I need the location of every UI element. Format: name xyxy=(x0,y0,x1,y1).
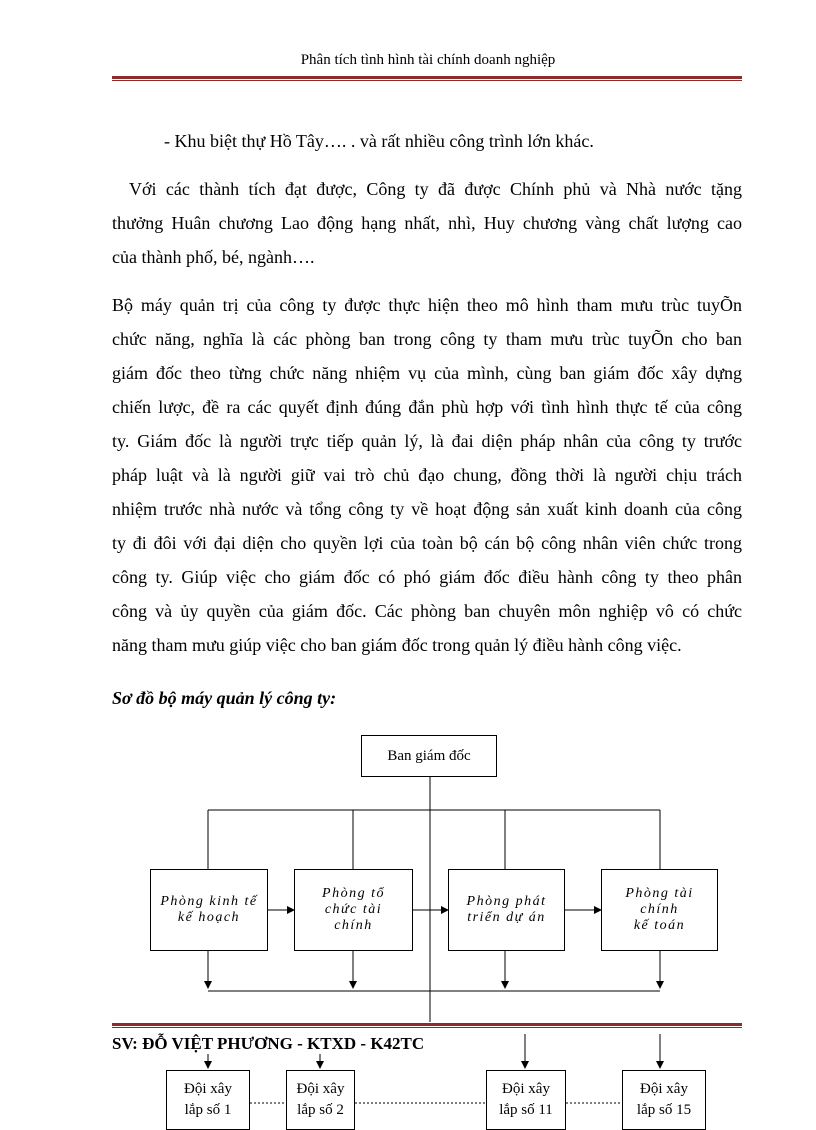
bullet-line: - Khu biệt thự Hồ Tây…. . và rất nhiều công trình lớn khác. xyxy=(164,131,594,151)
box-line: triển dự án xyxy=(467,910,546,925)
box-line: kế toán xyxy=(633,918,686,933)
box-line: kế hoạch xyxy=(177,910,241,925)
text-line: thưởng Huân chương Lao động hạng nhất, nhì, Huy chương vàng chất lượng cao xyxy=(112,213,742,233)
page-footer: SV: ĐỖ VIỆT PHƯƠNG - KTXD - K42TC xyxy=(112,1034,428,1054)
text-line: Với các thành tích đạt được, Công ty đã được Chính phủ và Nhà nước tặng xyxy=(129,179,742,199)
box-line: chính xyxy=(640,902,679,917)
department-box-economic-planning xyxy=(150,869,268,951)
text-line: ty. Giám đốc là người trực tiếp quản lý, là đai diện pháp nhân của công ty trước xyxy=(112,431,742,451)
text-line: giám đốc theo từng chức năng nhiệm vụ của mình, cùng ban giám đốc xây dựng xyxy=(112,363,742,383)
board-of-directors-box xyxy=(361,735,497,777)
diagram-caption: Sơ đồ bộ máy quản lý công ty: xyxy=(112,688,337,708)
box-line: lắp số 15 xyxy=(636,1102,692,1118)
team-box-15 xyxy=(622,1070,706,1130)
text-line: ty đi đôi với đại diện cho quyền lợi của toàn bộ cán bộ công nhân viên chức trong xyxy=(112,533,742,553)
department-box-organization-finance xyxy=(294,869,413,951)
footer-rule-thin xyxy=(112,1027,742,1028)
text-line: pháp luật và là người giữ vai trò chủ đạo chung, đồng thời là người chịu trách xyxy=(112,465,742,485)
text-line: công và ủy quyền của giám đốc. Các phòng ban chuyên môn nghiệp vô có chức xyxy=(112,601,742,621)
text-line: chiến lược, đề ra các quyết định đúng đắn phù hợp với tình hình thực tế của công xyxy=(112,397,742,417)
box-line: Đội xây xyxy=(296,1081,345,1097)
box-line: lắp số 1 xyxy=(184,1102,232,1118)
box-line: lắp số 11 xyxy=(499,1102,553,1118)
box-line: chức tài xyxy=(324,902,383,917)
department-box-project-development xyxy=(448,869,565,951)
department-box-finance-accounting xyxy=(601,869,718,951)
box-line: Đội xây xyxy=(184,1081,232,1097)
box-label: Ban giám đốc xyxy=(387,747,471,764)
team-box-11 xyxy=(486,1070,566,1130)
text-line: chức năng, nghĩa là các phòng ban trong công ty tham mưu trùc tuyÕn cho ban xyxy=(112,329,742,349)
text-line: của thành phố, bé, ngành…. xyxy=(112,247,315,267)
text-line: nhiệm trước nhà nước và tổng công ty về hoạt động sản xuất kinh doanh của công xyxy=(112,499,742,519)
box-line: Phòng tài xyxy=(625,886,694,901)
box-line: chính xyxy=(334,918,373,933)
box-line: Phòng kinh tế xyxy=(160,894,258,909)
box-line: Phòng tổ xyxy=(322,886,385,901)
team-box-1 xyxy=(166,1070,250,1130)
box-line: lắp số 2 xyxy=(297,1102,344,1118)
box-line: Đội xây xyxy=(502,1081,550,1097)
text-line: Bộ máy quản trị của công ty được thực hiện theo mô hình tham mưu trùc tuyÕn xyxy=(112,295,742,315)
text-line: năng tham mưu giúp việc cho ban giám đốc trong quản lý điều hành công việc. xyxy=(112,635,682,655)
page-header: Phân tích tình hình tài chính doanh nghiệp xyxy=(300,52,556,68)
footer-rule xyxy=(112,1023,742,1026)
box-line: Phòng phát xyxy=(466,894,547,909)
text-line: công ty. Giúp việc cho giám đốc có phó giám đốc điều hành công ty theo phân xyxy=(112,567,742,587)
box-line: Đội xây xyxy=(640,1081,688,1097)
team-box-2 xyxy=(286,1070,355,1130)
